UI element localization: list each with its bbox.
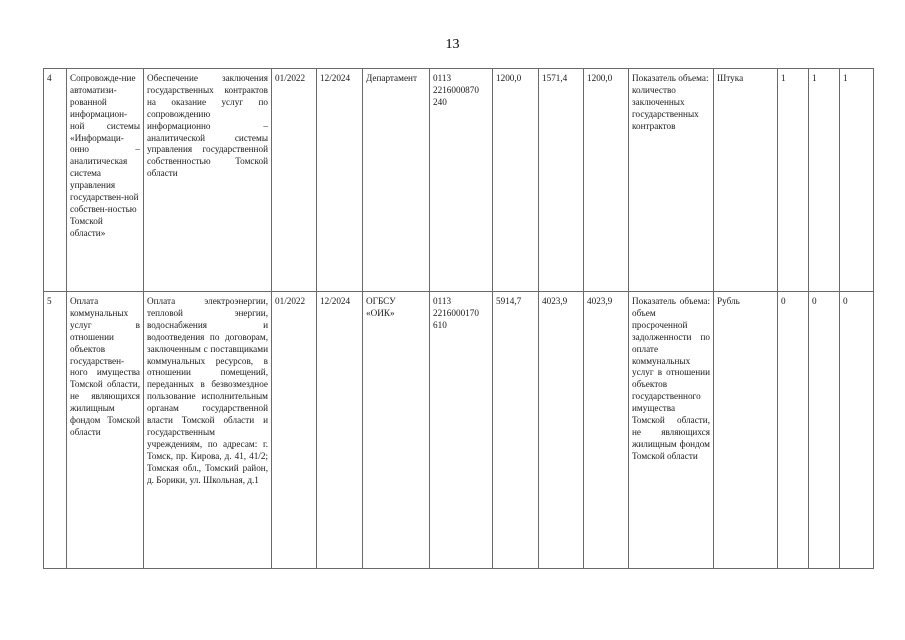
start-date-cell: 01/2022 [272,292,317,569]
indicator-value-cell-1: 1 [778,69,809,292]
activity-name-cell: Сопровожде-ние автоматизи-рованной информацион-ной системы «Информаци-онно – аналитическая система управления государствен-ной собствен-ностью Томской области» [67,69,144,292]
table-row [44,69,874,292]
budget-code-cell: 0113 2216000170 610 [430,292,493,569]
amount-cell-1: 5914,7 [493,292,539,569]
amount-cell-3: 4023,9 [584,292,629,569]
unit-cell: Штука [714,69,778,292]
budget-code-cell: 0113 2216000870 240 [430,69,493,292]
indicator-value-cell-3: 1 [840,69,874,292]
end-date-cell: 12/2024 [317,69,363,292]
indicator-cell: Показатель объема: количество заключенных государственных контрактов [629,69,714,292]
indicator-value-cell-3: 0 [840,292,874,569]
executor-cell: Департамент [363,69,430,292]
table-row [44,292,874,569]
row-number-cell: 5 [44,292,67,569]
end-date-cell: 12/2024 [317,292,363,569]
indicator-value-cell-2: 1 [809,69,840,292]
executor-cell: ОГБСУ «ОИК» [363,292,430,569]
amount-cell-1: 1200,0 [493,69,539,292]
amount-cell-3: 1200,0 [584,69,629,292]
program-table [43,68,874,569]
start-date-cell: 01/2022 [272,69,317,292]
indicator-cell: Показатель объема: объем просроченной задолженности по оплате коммунальных услуг в отношении объектов государственного имущества Томской области, не являющихся жилищным фондом Томской области [629,292,714,569]
indicator-value-cell-2: 0 [809,292,840,569]
activity-description-cell: Обеспечение заключения государственных контрактов на оказание услуг по сопровождению информационно – аналитической системы управления государственной собственностью Томской области [144,69,272,292]
activity-name-cell: Оплата коммунальных услуг в отношении объектов государствен-ного имущества Томской области, не являющихся жилищным фондом Томской области [67,292,144,569]
amount-cell-2: 4023,9 [539,292,584,569]
page-number: 13 [445,37,460,52]
row-number-cell: 4 [44,69,67,292]
activity-description-cell: Оплата электроэнергии, тепловой энергии, водоснабжения и водоотведения по договорам, заключенным с поставщиками коммунальных ресурсов, в отношении помещений, переданных в безвозмездное пользование исполнительным органам государственной власти Томской области и государственным учреждениям, по адресам: г. Томск, пр. Кирова, д. 41, 41/2; Томская обл., Томский район, д. Борики, ул. Школьная, д.1 [144,292,272,569]
unit-cell: Рубль [714,292,778,569]
indicator-value-cell-1: 0 [778,292,809,569]
amount-cell-2: 1571,4 [539,69,584,292]
